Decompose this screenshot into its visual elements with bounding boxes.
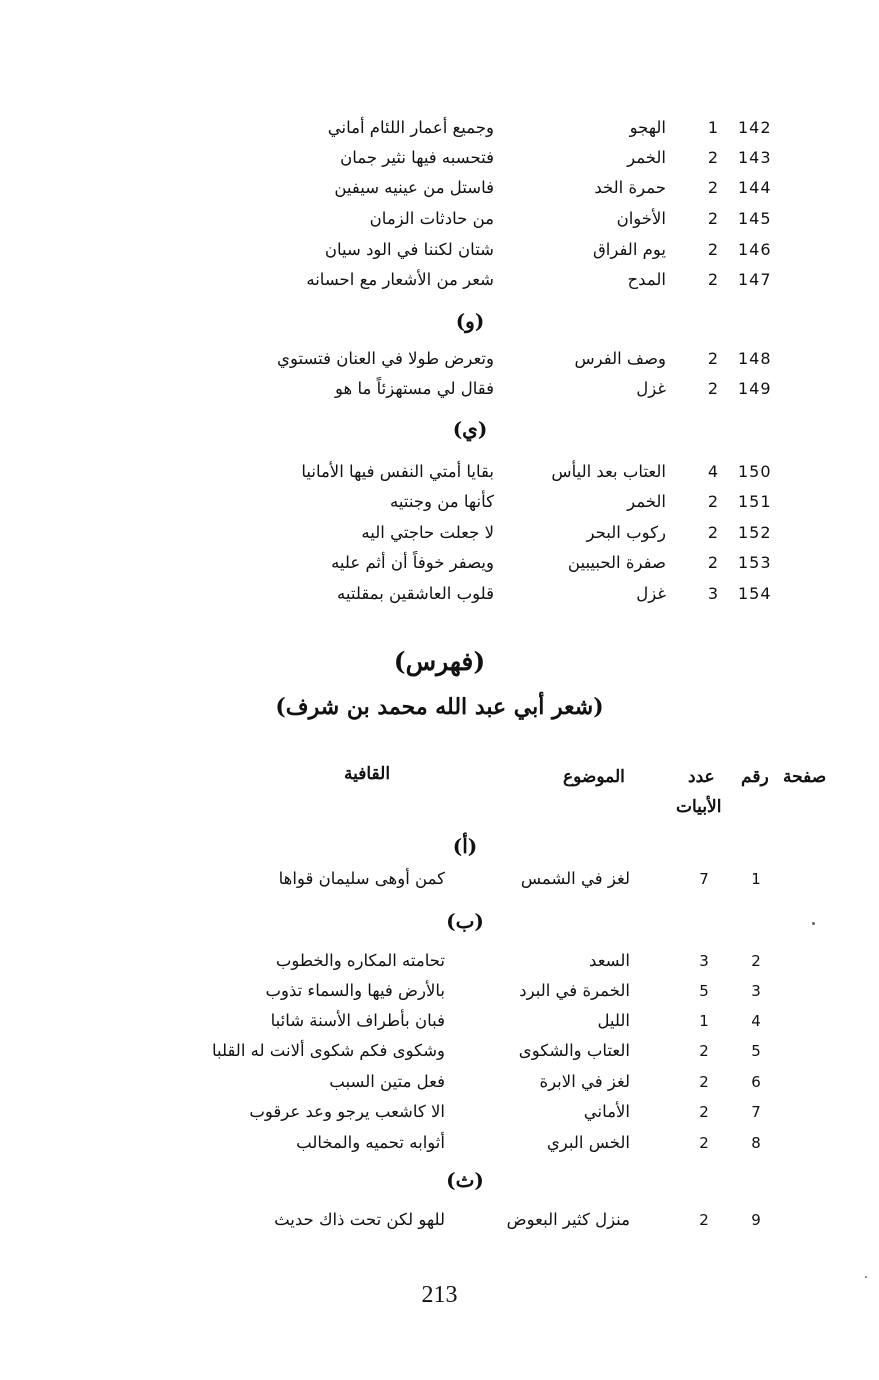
verse-count: 2 <box>707 270 719 289</box>
poem-subject: الخمر <box>627 148 666 167</box>
poem-rhyme: وشكوى فكم شكوى ألانت له القلبا <box>211 1041 445 1060</box>
page-number: 143 <box>738 148 772 167</box>
poem-rhyme: لا جعلت حاجتي اليه <box>361 523 494 542</box>
poem-subject: لغز في الابرة <box>539 1072 630 1091</box>
poem-rhyme: شتان لكننا في الود سيان <box>324 240 494 259</box>
poem-subject: غزل <box>636 379 666 398</box>
verse-count: 1 <box>699 1012 709 1030</box>
poem-rhyme: للهو لكن تحت ذاك حديث <box>274 1210 445 1229</box>
verse-count: 2 <box>707 492 719 511</box>
poem-rhyme: شعر من الأشعار مع احسانه <box>306 270 494 289</box>
poem-rhyme: من حادثات الزمان <box>369 209 494 228</box>
poem-rhyme: وجميع أعمار اللئام أماني <box>327 118 494 137</box>
letter-heading: (ي) <box>452 417 488 441</box>
table-row <box>0 1036 879 1066</box>
poem-number: 3 <box>751 982 761 1000</box>
poem-subject: الخس البري <box>546 1133 630 1152</box>
poem-subject: حمرة الخد <box>594 178 666 197</box>
table-row <box>0 946 879 976</box>
scan-speck <box>812 922 815 925</box>
poem-rhyme: قلوب العاشقين بمقلتيه <box>337 584 494 603</box>
table-row <box>0 579 879 609</box>
table-row <box>0 487 879 517</box>
poem-subject: الخمر <box>627 492 666 511</box>
poem-subject: السعد <box>589 951 630 970</box>
table-row <box>0 1128 879 1158</box>
poem-rhyme: وتعرض طولا في العنان فتستوي <box>277 349 494 368</box>
poem-subject: غزل <box>636 584 666 603</box>
verse-count: 2 <box>707 148 719 167</box>
verse-count: 2 <box>707 379 719 398</box>
poem-number: 6 <box>751 1073 761 1091</box>
verse-count: 2 <box>699 1042 709 1060</box>
poem-subject: ركوب البحر <box>586 523 666 542</box>
table-row <box>0 518 879 548</box>
page-number: 151 <box>738 492 772 511</box>
verse-count: 3 <box>699 952 709 970</box>
poem-subject: العتاب والشكوى <box>518 1041 630 1060</box>
poem-number: 9 <box>751 1211 761 1229</box>
poem-rhyme: فقال لي مستهزئاً ما هو <box>335 379 494 398</box>
poem-rhyme: أثوابه تحميه والمخالب <box>296 1133 445 1152</box>
poem-rhyme: ويصفر خوفاً أن أثم عليه <box>331 553 494 572</box>
page-number: 148 <box>738 349 772 368</box>
page-number: 144 <box>738 178 772 197</box>
verse-count: 2 <box>707 349 719 368</box>
verse-count: 4 <box>707 462 719 481</box>
poem-rhyme: فبان بأطراف الأسنة شائبا <box>270 1011 445 1030</box>
verse-count: 5 <box>699 982 709 1000</box>
poem-subject: وصف الفرس <box>574 349 666 368</box>
verse-count: 3 <box>707 584 719 603</box>
poem-number: 7 <box>751 1103 761 1121</box>
page-number: 150 <box>738 462 772 481</box>
verse-count: 2 <box>707 240 719 259</box>
poem-rhyme: فعل متين السبب <box>329 1072 445 1091</box>
table-row <box>0 235 879 265</box>
table-row <box>0 457 879 487</box>
poem-number: 1 <box>751 870 761 888</box>
poem-rhyme: الا كاشعب يرجو وعد عرقوب <box>249 1102 445 1121</box>
poem-rhyme: فتحسبه فيها نثير جمان <box>340 148 494 167</box>
header-page: صفحة <box>783 767 827 787</box>
letter-heading: (أ) <box>452 834 478 858</box>
page-number: 154 <box>738 584 772 603</box>
table-row <box>0 976 879 1006</box>
poem-subject: العتاب بعد اليأس <box>551 462 666 481</box>
verse-count: 1 <box>707 118 719 137</box>
index-subtitle: (شعر أبي عبد الله محمد بن شرف) <box>275 694 604 720</box>
poem-subject: الأخوان <box>616 209 666 228</box>
header-count-line2: الأبيات <box>676 797 722 817</box>
header-number: رقم <box>741 767 769 787</box>
poem-subject: صفرة الحبيبين <box>567 553 666 572</box>
table-row <box>0 1097 879 1127</box>
verse-count: 2 <box>707 178 719 197</box>
page-number: 153 <box>738 553 772 572</box>
table-row <box>0 113 879 143</box>
header-subject: الموضوع <box>563 767 625 787</box>
poem-rhyme: تحامته المكاره والخطوب <box>275 951 445 970</box>
table-row <box>0 265 879 295</box>
page-folio: 213 <box>421 1282 458 1308</box>
poem-number: 4 <box>751 1012 761 1030</box>
poem-number: 2 <box>751 952 761 970</box>
poem-subject: منزل كثير البعوض <box>506 1210 630 1229</box>
poem-subject: الأماني <box>583 1102 630 1121</box>
table-row <box>0 1006 879 1036</box>
page-number: 152 <box>738 523 772 542</box>
poem-subject: المدح <box>627 270 666 289</box>
poem-number: 5 <box>751 1042 761 1060</box>
letter-heading: (ب) <box>446 909 484 933</box>
table-row <box>0 374 879 404</box>
table-row <box>0 864 879 894</box>
table-row <box>0 548 879 578</box>
page-number: 145 <box>738 209 772 228</box>
poem-number: 8 <box>751 1134 761 1152</box>
table-row <box>0 143 879 173</box>
scan-speck <box>865 1276 867 1278</box>
verse-count: 7 <box>699 870 709 888</box>
poem-subject: الليل <box>597 1011 630 1030</box>
header-count: عدد <box>688 767 715 787</box>
poem-subject: الهجو <box>629 118 666 137</box>
page-number: 147 <box>738 270 772 289</box>
table-row <box>0 1067 879 1097</box>
table-row <box>0 344 879 374</box>
verse-count: 2 <box>707 523 719 542</box>
poem-subject: الخمرة في البرد <box>519 981 630 1000</box>
table-row <box>0 204 879 234</box>
header-rhyme: القافية <box>344 764 391 784</box>
index-title: (فهرس) <box>393 647 486 676</box>
verse-count: 2 <box>699 1211 709 1229</box>
poem-rhyme: كأنها من وجنتيه <box>390 492 494 511</box>
letter-heading: (و) <box>455 309 485 333</box>
poem-subject: يوم الفراق <box>592 240 666 259</box>
poem-rhyme: فاستل من عينيه سيفين <box>334 178 494 197</box>
verse-count: 2 <box>699 1134 709 1152</box>
verse-count: 2 <box>699 1103 709 1121</box>
table-row <box>0 173 879 203</box>
verse-count: 2 <box>707 553 719 572</box>
poem-rhyme: بقايا أمتي النفس فيها الأمانيا <box>301 462 494 481</box>
letter-heading: (ث) <box>446 1168 484 1192</box>
poem-rhyme: بالأرض فيها والسماء تذوب <box>265 981 445 1000</box>
verse-count: 2 <box>699 1073 709 1091</box>
poem-subject: لغز في الشمس <box>520 869 630 888</box>
poem-rhyme: كمن أوهى سليمان قواها <box>278 869 445 888</box>
page-number: 142 <box>738 118 772 137</box>
table-row <box>0 1205 879 1235</box>
page-number: 149 <box>738 379 772 398</box>
page-number: 146 <box>738 240 772 259</box>
verse-count: 2 <box>707 209 719 228</box>
